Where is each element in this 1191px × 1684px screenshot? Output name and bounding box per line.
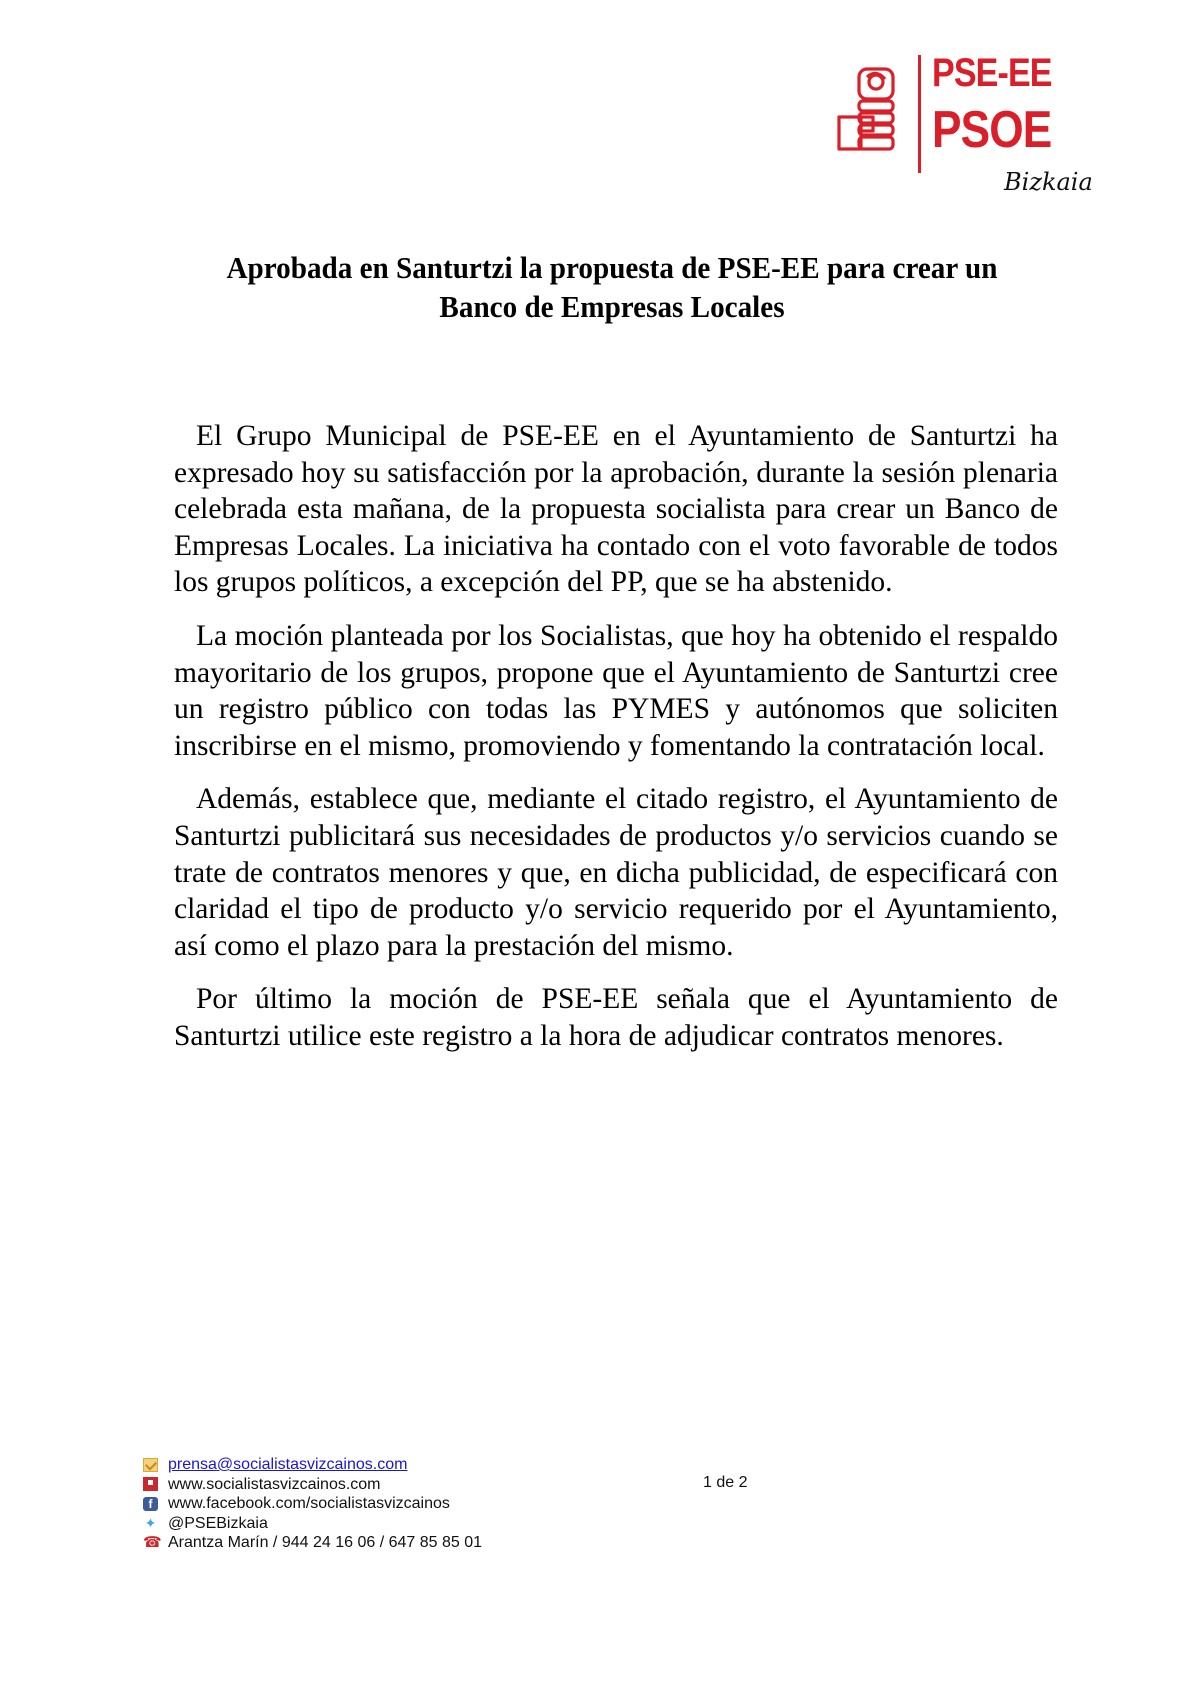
facebook-text: www.facebook.com/socialistasvizcainos (168, 1495, 450, 1512)
paragraph: El Grupo Municipal de PSE-EE en el Ayuntamiento de Santurtzi ha expresado hoy su satisfacción por la aprobación, durante la sesión plenaria celebrada esta mañana, de la propuesta socialista para crear un Banco de Empresas Locales. La iniciativa ha contado con el voto favorable de todos los grupos políticos, a excepción del PP, que se ha abstenido. (174, 420, 1058, 599)
contact-twitter (143, 1514, 482, 1534)
contact-phone (143, 1533, 482, 1553)
contact-email (143, 1455, 482, 1475)
email-link[interactable]: prensa@socialistasvizcainos.com (168, 1456, 408, 1473)
facebook-icon: f (143, 1497, 158, 1511)
twitter-text: @PSEBizkaia (168, 1514, 268, 1532)
paragraph: Además, establece que, mediante el citado registro, el Ayuntamiento de Santurtzi publicitará sus necesidades de productos y/o servicios cuando se trate de contratos menores y que, en dicha publicidad, de especificará con claridad el tipo de producto y/o servicio requerido por el Ayuntamiento, así como el plazo para la prestación del mismo. (174, 783, 1058, 962)
logo-line1: PSE-EE (932, 51, 1052, 95)
logo-script: Bizkaia (1004, 168, 1093, 196)
mail-icon (143, 1458, 158, 1472)
document-body (174, 418, 1058, 1072)
logo-divider (918, 55, 921, 173)
contact-website (143, 1475, 482, 1495)
website-text: www.socialistasvizcainos.com (168, 1475, 381, 1493)
footer-contacts (143, 1455, 482, 1553)
phone-icon: ☎ (143, 1533, 162, 1551)
contact-facebook (143, 1494, 482, 1514)
logo-line2: PSOE (932, 101, 1052, 159)
rose-fist-icon (837, 67, 897, 153)
title-line-1: Aprobada en Santurtzi la propuesta de PSE-EE para crear un (226, 250, 998, 285)
party-logo (832, 44, 1132, 214)
document-title (190, 248, 1034, 326)
paragraph: Por último la moción de PSE-EE señala que el Ayuntamiento de Santurtzi utilice este registro a la hora de adjudicar contratos menores. (174, 983, 1058, 1052)
title-line-2: Banco de Empresas Locales (439, 289, 785, 324)
paragraph: La moción planteada por los Socialistas, que hoy ha obtenido el respaldo mayoritario de los grupos, propone que el Ayuntamiento de Santurtzi cree un registro público con todas las PYMES y autónomos que soliciten inscribirse en el mismo, promoviendo y fomentando la contratación local. (174, 619, 1058, 762)
twitter-icon: ✦ (144, 1515, 157, 1532)
phone-text: Arantza Marín / 944 24 16 06 / 647 85 85 01 (168, 1534, 482, 1551)
page-number: 1 de 2 (703, 1474, 748, 1491)
website-icon (143, 1477, 158, 1491)
